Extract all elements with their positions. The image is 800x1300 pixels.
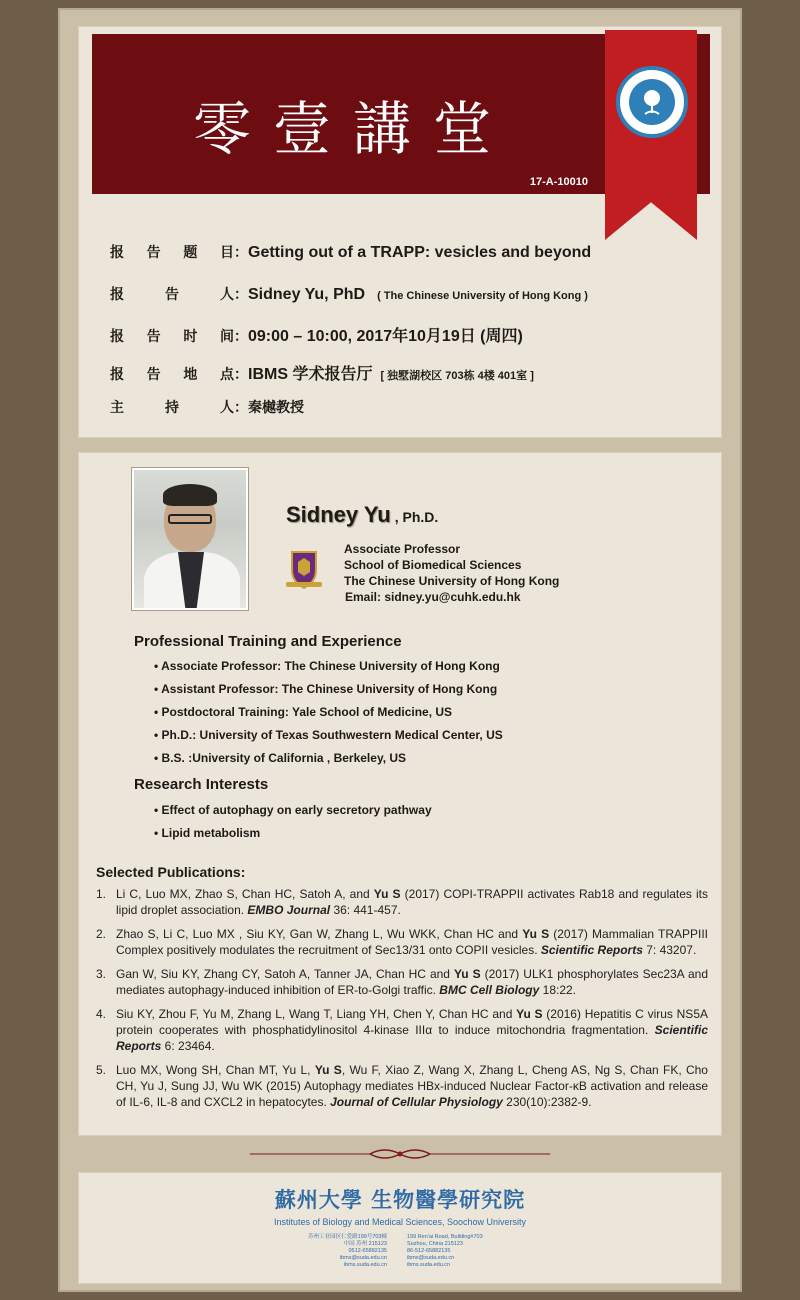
citation-text: Luo MX, Wong SH, Chan MT, Yu L, [116,1063,315,1077]
research-heading: Research Interests [134,776,269,793]
citation-text: 6: 23464. [161,1039,215,1053]
talk-title: Getting out of a TRAPP: vesicles and beyond [248,244,592,261]
place-label: 报 告 地 点： [110,367,248,383]
profile-name: Sidney Yu [286,502,391,527]
institute-name-en: Institutes of Biology and Medical Sciences, Soochow University [273,1217,527,1227]
time-label: 报 告 时 间： [110,329,248,345]
publication-number: 3. [96,967,107,981]
speaker-row [110,284,588,304]
tree-icon [629,79,675,125]
citation-text: (2017) ULK1 phosphorylates Sec23A and mediates autophagy-induced inhibition of ER-to-Golgi traffic. [116,967,709,997]
author-highlight: Yu S [516,1007,543,1021]
training-list [154,659,503,774]
institute-name-cn: 蘇州大學 生物醫學研究院 [274,1187,526,1212]
contact-cn: 苏州工业园区仁爱路199号703幢 中国 苏州 215123 0512-65882135 ibms@suda.edu.cn ibms.suda.edu.cn [308,1234,387,1268]
journal-name: Scientific Reports [540,943,643,957]
author-highlight: Yu S [522,927,550,941]
journal-name: EMBO Journal [247,903,331,917]
citation-text: 18:22. [539,983,577,997]
profile-name-line [286,502,438,528]
publication-text [116,886,708,918]
citation-text: , Wu F, Xiao Z, Wang X, Zhang L, Cheng AS, Ng S, Chan FK, Cho CH, Yu J, Sung JJ, Wu WK (2015) Autophagy mediates HBx-induced Nuclear Factor-κB activation and release of IL-6, IL-8 and CXCL2 in hepatocytes. [116,1063,708,1109]
talk-title-label: 报 告 题 目： [110,245,248,261]
citation-text: Zhao S, Li C, Luo MX , Siu KY, Gan W, Zhang L, Wu WKK, Chan HC and [116,927,523,941]
citation-text: 7: 43207. [642,943,697,957]
talk-title-row [110,242,591,262]
publication-item [96,886,708,918]
speaker-photo [132,468,248,610]
publications-list [96,886,708,1118]
publication-text [116,966,708,998]
talk-venue: IBMS 学术报告厅 [248,366,373,383]
banner-title: 零壹講堂 [192,95,513,163]
speaker-label: 报 告 人： [110,287,248,303]
research-list [154,803,432,849]
cuhk-crest-icon [284,548,324,590]
publication-number: 2. [96,927,107,941]
profile-email[interactable]: Email: sidney.yu@cuhk.edu.hk [345,590,521,604]
profile-university: The Chinese University of Hong Kong [344,574,560,588]
citation-text: 230(10):2382-9. [502,1095,592,1109]
event-code: 17-A-10010 [529,176,588,188]
publication-item [96,1062,708,1110]
citation-text: 36: 441-457. [330,903,401,917]
list-item: • Postdoctoral Training: Yale School of Medicine, US [154,705,503,728]
author-highlight: Yu S [453,967,481,981]
training-heading: Professional Training and Experience [134,633,402,650]
footer-logo [78,1184,722,1227]
ornament-divider [250,1146,550,1162]
journal-name: BMC Cell Biology [439,983,540,997]
host-row [110,397,304,417]
host-label: 主 持 人： [110,400,248,416]
publications-heading: Selected Publications: [96,864,246,880]
list-item: • Effect of autophagy on early secretory pathway [154,803,432,826]
institute-seal-logo [616,66,688,138]
publication-number: 1. [96,887,107,901]
list-item: • Ph.D.: University of Texas Southwestern Medical Center, US [154,728,503,751]
publication-number: 5. [96,1063,107,1077]
list-item: • Lipid metabolism [154,826,432,849]
profile-school: School of Biomedical Sciences [344,558,522,572]
citation-text: (2017) Mammalian TRAPPIII Complex positively modulates the recruitment of Sec13/31 onto COPII vesicles. [116,927,709,957]
journal-name: Scientific Reports [116,1023,708,1053]
citation-text: (2017) COPI-TRAPPII activates Rab18 and regulates its lipid droplet association. [116,887,709,917]
contact-en: 199 Ren'ai Road, Building#703 Suzhou, China 215123 86-512-65882135 ibms@suda.edu.cn ibms.suda.edu.cn [407,1234,483,1268]
profile-affiliation [344,541,559,605]
publication-text [116,1006,708,1054]
list-item: • Assistant Professor: The Chinese University of Hong Kong [154,682,503,705]
list-item: • B.S. :University of California , Berkeley, US [154,751,503,774]
publication-item [96,966,708,998]
citation-text: Siu KY, Zhou F, Yu M, Zhang L, Wang T, Liang YH, Chen Y, Chan HC and [116,1007,517,1021]
publication-text [116,926,708,958]
author-highlight: Yu S [314,1063,342,1077]
speaker-name: Sidney Yu, PhD [248,286,366,303]
publication-item [96,1006,708,1054]
publication-number: 4. [96,1007,107,1021]
citation-text: Gan W, Siu KY, Zhang CY, Satoh A, Tanner JA, Chan HC and [116,967,454,981]
speaker-affiliation: ( The Chinese University of Hong Kong ) [377,290,588,302]
list-item: • Associate Professor: The Chinese University of Hong Kong [154,659,503,682]
author-highlight: Yu S [373,887,401,901]
talk-time: 09:00 – 10:00, 2017年10月19日 (周四) [248,328,523,345]
publication-item [96,926,708,958]
profile-position: Associate Professor [344,542,461,556]
citation-text: (2016) Hepatitis C virus NS5A protein cooperates with phosphatidylinositol 4-kinase IIIα to induce mitochondria fragmentation. [116,1007,708,1037]
host-name: 秦樾教授 [248,400,304,416]
publication-text [116,1062,708,1110]
citation-text: Li C, Luo MX, Zhao S, Chan HC, Satoh A, and [116,887,374,901]
place-row [110,361,534,384]
journal-name: Journal of Cellular Physiology [330,1095,503,1109]
time-row [110,323,523,346]
venue-detail: [ 独墅湖校区 703栋 4楼 401室 ] [380,370,534,382]
profile-degree: , Ph.D. [394,509,439,525]
